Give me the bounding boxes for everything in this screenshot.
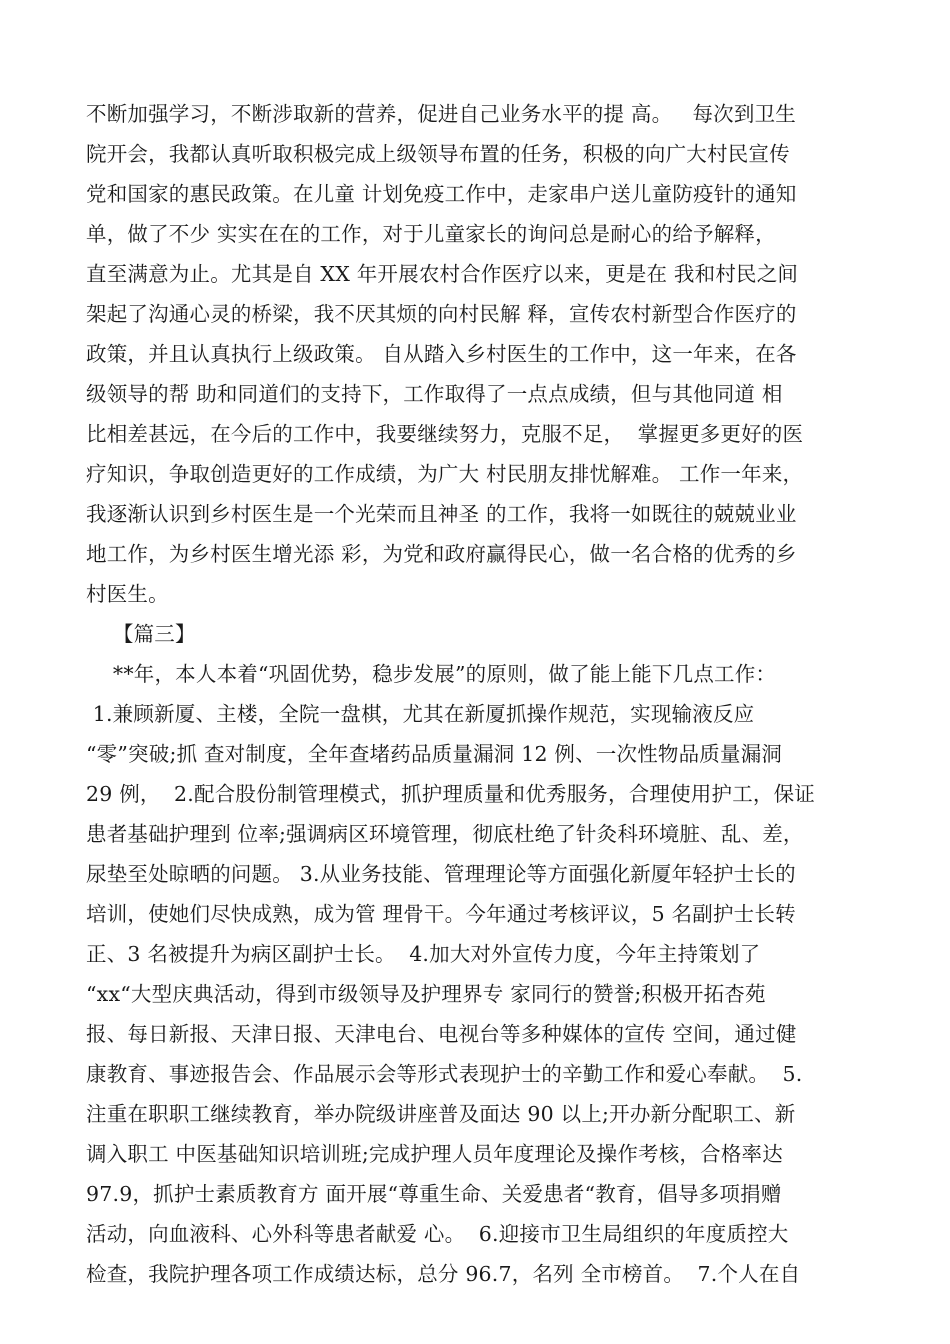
text-line: 不断加强学习，不断涉取新的营养，促进自己业务水平的提 高。 每次到卫生 (86, 102, 796, 126)
section-heading: 【篇三】 (86, 622, 196, 646)
text-line: 疗知识，争取创造更好的工作成绩，为广大 村民朋友排忧解难。 工作一年来， (86, 462, 804, 486)
text-line: 我逐渐认识到乡村医生是一个光荣而且神圣 的工作，我将一如既往的兢兢业业 (86, 502, 797, 526)
text-line: 尿垫至处晾晒的问题。 3.从业务技能、管理理论等方面强化新厦年轻护士长的 (86, 862, 796, 886)
text-line: 比相差甚远，在今后的工作中，我要继续努力，克服不足， 掌握更多更好的医 (86, 422, 804, 446)
text-line: “零”突破;抓 查对制度，全年查堵药品质量漏洞 12 例、一次性物品质量漏洞 (86, 742, 783, 766)
text-line: 单，做了不少 实实在在的工作，对于儿童家长的询问总是耐心的给予解释， (86, 222, 776, 246)
text-line: 培训，使她们尽快成熟，成为管 理骨干。今年通过考核评议，5 名副护士长转 (86, 902, 796, 926)
text-line: 正、3 名被提升为病区副护士长。 4.加大对外宣传力度，今年主持策划了 (86, 942, 761, 966)
text-line: 地工作，为乡村医生增光添 彩，为党和政府赢得民心，做一名合格的优秀的乡 (86, 542, 797, 566)
text-line: 调入职工 中医基础知识培训班;完成护理人员年度理论及操作考核，合格率达 (86, 1142, 783, 1166)
text-line: 29 例， 2.配合股份制管理模式，抓护理质量和优秀服务，合理使用护工，保证 (86, 782, 815, 806)
text-line: 政策，并且认真执行上级政策。 自从踏入乡村医生的工作中，这一年来，在各 (86, 342, 797, 366)
text-line: 1.兼顾新厦、主楼，全院一盘棋，尤其在新厦抓操作规范，实现输液反应 (86, 702, 755, 726)
text-line: 党和国家的惠民政策。在儿童 计划免疫工作中，走家串户送儿童防疫针的通知 (86, 182, 797, 206)
text-line: 活动，向血液科、心外科等患者献爱 心。 6.迎接市卫生局组织的年度质控大 (86, 1222, 789, 1246)
text-line: 级领导的帮 助和同道们的支持下，工作取得了一点点成绩，但与其他同道 相 (86, 382, 783, 406)
text-line: 检查，我院护理各项工作成绩达标，总分 96.7，名列 全市榜首。 7.个人在自 (86, 1262, 801, 1286)
text-line: 架起了沟通心灵的桥梁，我不厌其烦的向村民解 释，宣传农村新型合作医疗的 (86, 302, 797, 326)
text-line: **年，本人本着“巩固优势，稳步发展”的原则，做了能上能下几点工作： (86, 662, 777, 686)
text-line: 康教育、事迹报告会、作品展示会等形式表现护士的辛勤工作和爱心奉献。 5. (86, 1062, 803, 1086)
text-line: 97.9，抓护士素质教育方 面开展“尊重生命、关爱患者“教育，倡导多项捐赠 (86, 1182, 782, 1206)
text-line: 报、每日新报、天津日报、天津电台、电视台等多种媒体的宣传 空间，通过健 (86, 1022, 797, 1046)
text-line: 注重在职职工继续教育，举办院级讲座普及面达 90 以上;开办新分配职工、新 (86, 1102, 796, 1126)
text-line: 院开会，我都认真听取积极完成上级领导布置的任务，积极的向广大村民宣传 (86, 142, 790, 166)
text-line: 村医生。 (86, 582, 169, 606)
text-line: “xx“大型庆典活动，得到市级领导及护理界专 家同行的赞誉;积极开拓杏苑 (86, 982, 766, 1006)
text-line: 直至满意为止。尤其是自 XX 年开展农村合作医疗以来，更是在 我和村民之间 (86, 262, 799, 286)
text-line: 患者基础护理到 位率;强调病区环境管理，彻底杜绝了针灸科环境脏、乱、差， (86, 822, 804, 846)
